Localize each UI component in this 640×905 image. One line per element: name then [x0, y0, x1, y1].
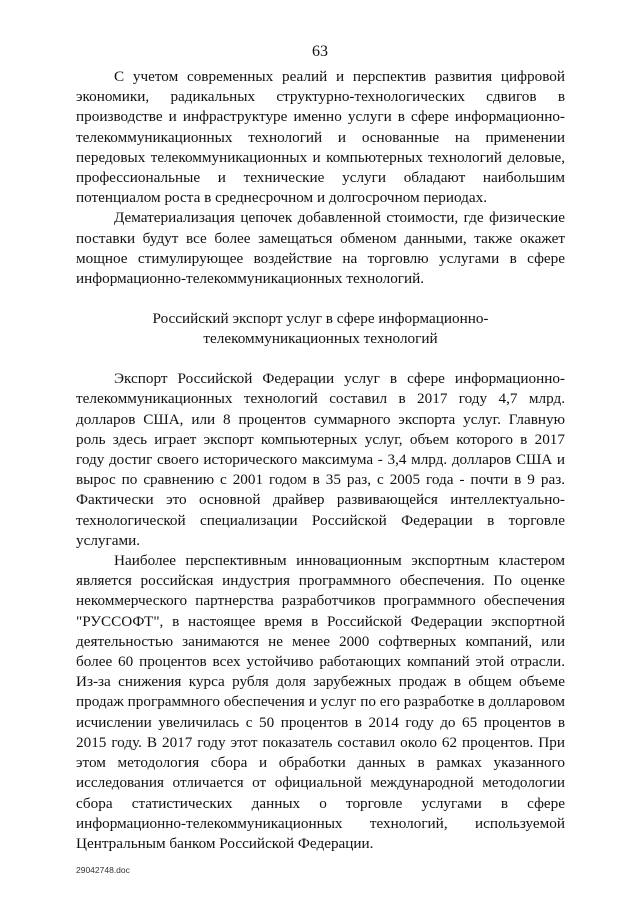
document-body — [76, 67, 565, 854]
paragraph-digital-economy: С учетом современных реалий и перспектив развития цифровой экономики, радикальных структурно-технологических сдвигов в производстве и инфраструктуре именно услуги в сфере информационно-телекоммуникационных технологий и основанные на применении передовых телекоммуникационных и компьютерных технологий деловые, профессиональные и технические услуги обладают наибольшим потенциалом роста в среднесрочном и долгосрочном периодах. — [76, 68, 565, 207]
paragraph-software-industry: Наиболее перспективным инновационным экспортным кластером является российская индустрия программного обеспечения. По оценке некоммерческого партнерства разработчиков программного обеспечения "РУССОФТ", в настоящее время в Российской Федерации экспортной деятельностью занимаются не менее 2000 софтверных компаний, или более 60 процентов всех устойчиво работающих компаний этой отрасли. Из-за снижения курса рубля доля зарубежных продаж в общем объеме продаж программного обеспечения и услуг по его разработке в долларовом исчислении увеличилась с 50 процентов в 2014 году до 65 процентов в 2015 году. В 2017 году этот показатель составил около 62 процентов. При этом методология сбора и обработки данных в рамках указанного исследования отличается от официальной международной методологии сбора статистических данных о торговле услугами в сфере информационно-телекоммуникационных технологий, используемой Центральным банком Российской Федерации. — [76, 552, 565, 852]
paragraph-ict-export: Экспорт Российской Федерации услуг в сфере информационно-телекоммуникационных технологий составил в 2017 году 4,7 млрд. долларов США, или 8 процентов суммарного экспорта услуг. Главную роль здесь играет экспорт компьютерных услуг, объем которого в 2017 году достиг своего исторического максимума - 3,4 млрд. долларов США и вырос по сравнению с 2001 годом в 35 раз, с 2005 года - почти в 9 раз. Фактически это основной драйвер развивающейся интеллектуально-технологической специализации Российской Федерации в торговле услугами. — [76, 370, 565, 549]
document-file-code: 29042748.doc — [76, 865, 130, 875]
paragraph-dematerialization: Дематериализация цепочек добавленной стоимости, где физические поставки будут все более замещаться обменом данными, также окажет мощное стимулирующее воздействие на торговлю услугами в сфере информационно-телекоммуникационных технологий. — [76, 209, 565, 288]
section-heading-line-2: телекоммуникационных технологий — [203, 330, 438, 348]
section-heading-line-1: Российский экспорт услуг в сфере информационно- — [152, 310, 489, 328]
section-heading — [76, 309, 565, 349]
page-number: 63 — [312, 43, 328, 60]
